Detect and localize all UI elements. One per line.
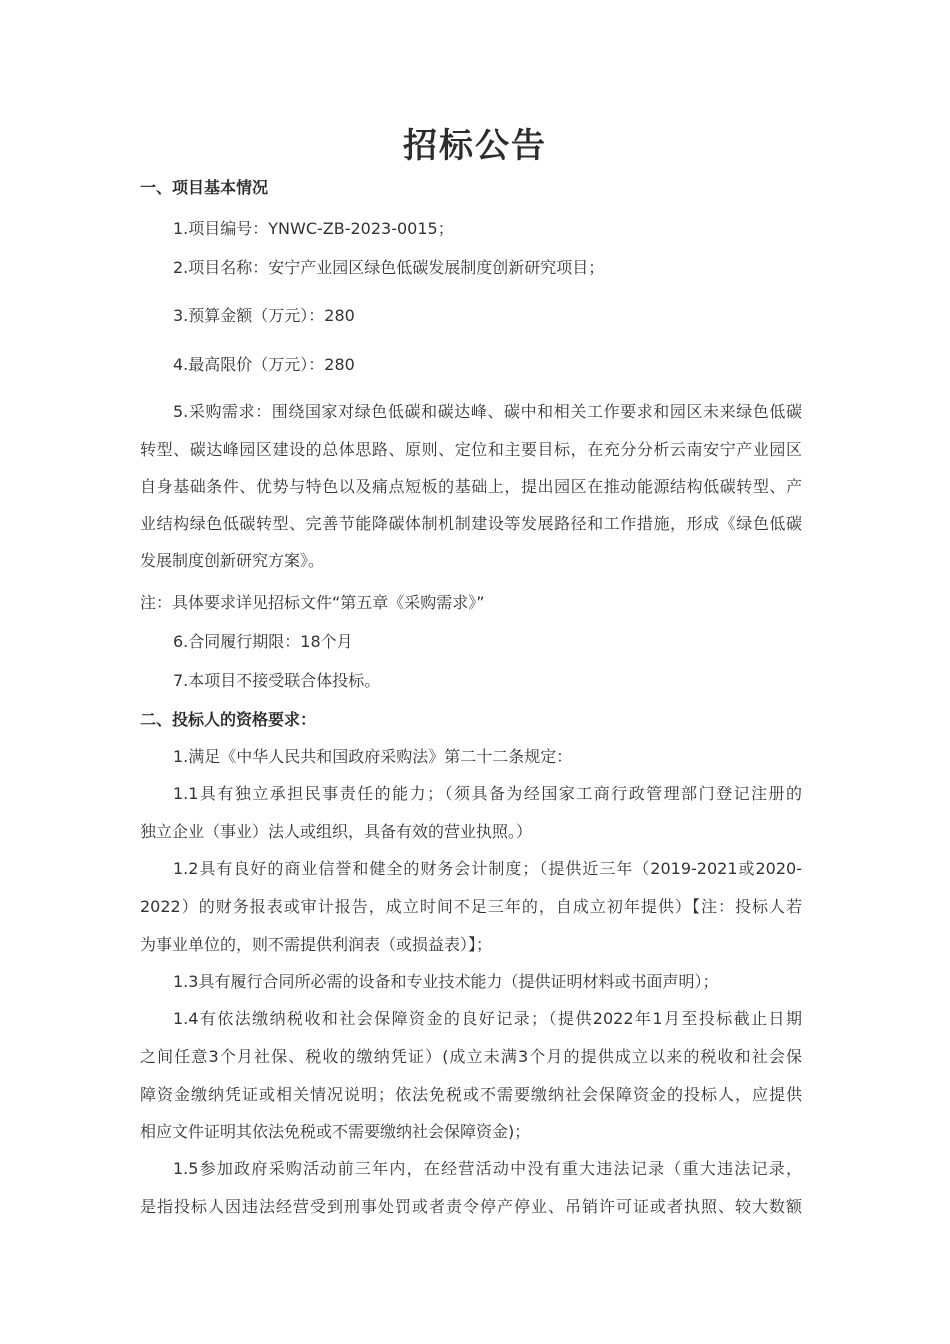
section-heading-qualifications: 二、投标人的资格要求：	[140, 710, 317, 729]
procurement-need-line: 5.采购需求：围绕国家对绿色低碳和碳达峰、碳中和相关工作要求和园区未来绿色低碳	[173, 402, 802, 421]
requirement-item: 1.满足《中华人民共和国政府采购法》第二十二条规定：	[173, 747, 573, 766]
requirement-line: 障资金缴纳凭证或相关情况说明；依法免税或不需要缴纳社会保障资金的投标人，应提供	[140, 1085, 802, 1104]
requirement-line: 相应文件证明其依法免税或不需要缴纳社会保障资金)；	[140, 1122, 531, 1141]
requirement-line: 1.2具有良好的商业信誉和健全的财务会计制度；（提供近三年（2019-2021或2020-	[173, 859, 802, 878]
section-heading-basic-info: 一、项目基本情况	[140, 178, 269, 197]
max-price: 4.最高限价（万元）：280	[173, 355, 355, 374]
procurement-need-line: 发展制度创新研究方案》。	[140, 551, 325, 570]
no-consortium-note: 7.本项目不接受联合体投标。	[173, 671, 381, 690]
requirement-line: 1.4有依法缴纳税收和社会保障资金的良好记录；（提供2022年1月至投标截止日期	[173, 1009, 802, 1028]
requirement-line: 2022）的财务报表或审计报告，成立时间不足三年的，自成立初年提供）【注：投标人若	[140, 897, 802, 916]
requirement-line: 之间任意3个月社保、税收的缴纳凭证）(成立未满3个月的提供成立以来的税收和社会保	[140, 1047, 802, 1066]
procurement-need-line: 业结构绿色低碳转型、完善节能降碳体制机制建设等发展路径和工作措施，形成《绿色低碳	[140, 514, 802, 533]
project-name: 2.项目名称：安宁产业园区绿色低碳发展制度创新研究项目；	[173, 258, 605, 277]
requirement-line: 为事业单位的，则不需提供利润表（或损益表）】；	[140, 935, 493, 954]
requirement-line: 1.1具有独立承担民事责任的能力；（须具备为经国家工商行政管理部门登记注册的	[173, 784, 802, 803]
project-number: 1.项目编号：YNWC-ZB-2023-0015；	[173, 219, 454, 238]
contract-period: 6.合同履行期限：18个月	[173, 632, 353, 651]
procurement-need-line: 自身基础条件、优势与特色以及痛点短板的基础上，提出园区在推动能源结构低碳转型、产	[140, 477, 802, 496]
budget-amount: 3.预算金额（万元）：280	[173, 306, 355, 325]
procurement-note: 注：具体要求详见招标文件“第五章《采购需求》”	[140, 593, 485, 612]
requirement-line: 1.5参加政府采购活动前三年内，在经营活动中没有重大违法记录（重大违法记录，	[173, 1159, 802, 1178]
procurement-need-line: 转型、碳达峰园区建设的总体思路、原则、定位和主要目标，在充分分析云南安宁产业园区	[140, 440, 802, 459]
requirement-line: 1.3具有履行合同所必需的设备和专业技术能力（提供证明材料或书面声明）；	[173, 972, 719, 991]
requirement-line: 是指投标人因违法经营受到刑事处罚或者责令停产停业、吊销许可证或者执照、较大数额	[140, 1197, 802, 1216]
page-title: 招标公告	[403, 126, 547, 166]
requirement-line: 独立企业（事业）法人或组织，具备有效的营业执照。）	[140, 822, 533, 841]
